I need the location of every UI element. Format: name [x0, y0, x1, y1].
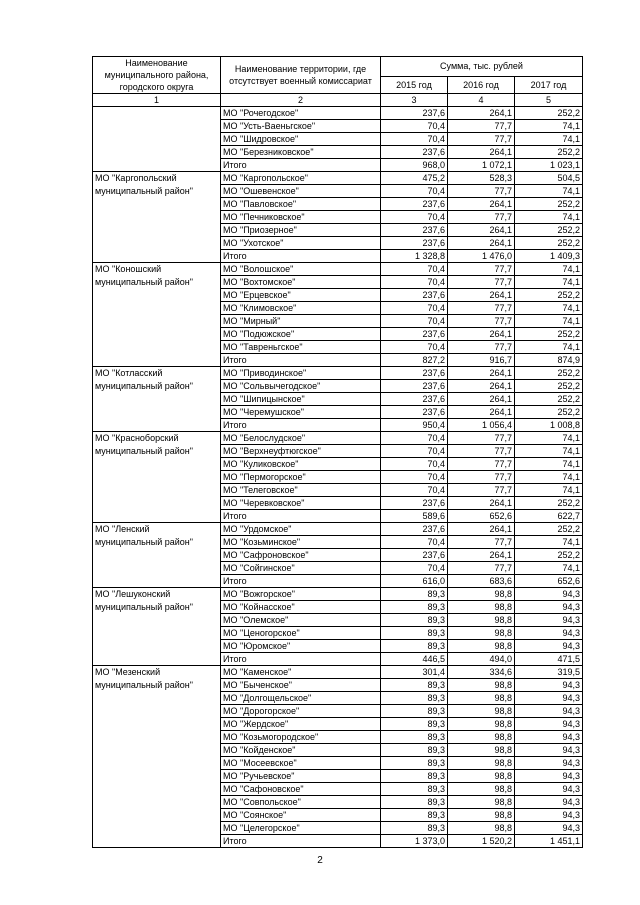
value-2015: 237,6 [381, 380, 448, 393]
value-2017: 252,2 [515, 406, 583, 419]
value-2016: 264,1 [448, 393, 515, 406]
territory-cell: МО "Шипицынское" [221, 393, 381, 406]
header-district: Наименование муниципального района, городского округа [93, 57, 221, 94]
territory-cell: МО "Тавреньгское" [221, 341, 381, 354]
territory-cell: МО "Вохтомское" [221, 276, 381, 289]
value-2017: 252,2 [515, 393, 583, 406]
value-2016: 98,8 [448, 614, 515, 627]
value-2017: 74,1 [515, 432, 583, 445]
value-2016: 98,8 [448, 588, 515, 601]
total-2017: 1 451,1 [515, 835, 583, 848]
page-number: 2 [317, 855, 323, 866]
value-2016: 77,7 [448, 120, 515, 133]
value-2015: 89,3 [381, 783, 448, 796]
value-2015: 237,6 [381, 237, 448, 250]
value-2017: 94,3 [515, 601, 583, 614]
value-2015: 237,6 [381, 549, 448, 562]
value-2017: 94,3 [515, 718, 583, 731]
value-2017: 74,1 [515, 445, 583, 458]
value-2017: 74,1 [515, 276, 583, 289]
territory-cell: МО "Березниковское" [221, 146, 381, 159]
value-2016: 98,8 [448, 731, 515, 744]
value-2017: 252,2 [515, 380, 583, 393]
value-2015: 70,4 [381, 484, 448, 497]
value-2015: 237,6 [381, 393, 448, 406]
value-2016: 77,7 [448, 276, 515, 289]
territory-cell: МО "Койденское" [221, 744, 381, 757]
territory-cell: МО "Козьминское" [221, 536, 381, 549]
value-2017: 74,1 [515, 536, 583, 549]
district-name: МО "Мезенский муниципальный район" [93, 666, 221, 848]
total-2017: 874,9 [515, 354, 583, 367]
territory-cell: МО "Юромское" [221, 640, 381, 653]
territory-cell: МО "Ерцевское" [221, 289, 381, 302]
territory-cell: МО "Черевковское" [221, 497, 381, 510]
value-2016: 98,8 [448, 627, 515, 640]
value-2015: 70,4 [381, 302, 448, 315]
territory-cell: МО "Совпольское" [221, 796, 381, 809]
value-2017: 74,1 [515, 562, 583, 575]
value-2017: 94,3 [515, 705, 583, 718]
total-2017: 1 023,1 [515, 159, 583, 172]
territory-cell: МО "Олемское" [221, 614, 381, 627]
value-2017: 94,3 [515, 627, 583, 640]
table-row [93, 263, 583, 276]
territory-cell: МО "Мосеевское" [221, 757, 381, 770]
territory-cell: МО "Приозерное" [221, 224, 381, 237]
value-2015: 70,4 [381, 432, 448, 445]
territory-cell: МО "Быченское" [221, 679, 381, 692]
value-2017: 94,3 [515, 588, 583, 601]
table-row [93, 172, 583, 185]
value-2015: 89,3 [381, 679, 448, 692]
value-2015: 70,4 [381, 133, 448, 146]
value-2015: 237,6 [381, 289, 448, 302]
territory-cell: МО "Павловское" [221, 198, 381, 211]
header-year-2015: 2015 год [381, 76, 448, 93]
total-label: Итого [221, 159, 381, 172]
value-2016: 77,7 [448, 445, 515, 458]
value-2017: 94,3 [515, 809, 583, 822]
value-2016: 264,1 [448, 523, 515, 536]
value-2016: 98,8 [448, 718, 515, 731]
value-2016: 98,8 [448, 757, 515, 770]
total-2016: 1 520,2 [448, 835, 515, 848]
total-2016: 683,6 [448, 575, 515, 588]
value-2015: 237,6 [381, 497, 448, 510]
value-2017: 94,3 [515, 614, 583, 627]
value-2017: 74,1 [515, 211, 583, 224]
value-2016: 98,8 [448, 679, 515, 692]
territory-cell: МО "Климовское" [221, 302, 381, 315]
value-2015: 237,6 [381, 523, 448, 536]
territory-cell: МО "Ручьевское" [221, 770, 381, 783]
total-2017: 1 008,8 [515, 419, 583, 432]
value-2016: 98,8 [448, 601, 515, 614]
table-body [93, 107, 583, 848]
territory-cell: МО "Шидровское" [221, 133, 381, 146]
territory-cell: МО "Подюжское" [221, 328, 381, 341]
district-name [93, 107, 221, 172]
value-2017: 252,2 [515, 224, 583, 237]
value-2016: 264,1 [448, 328, 515, 341]
value-2016: 264,1 [448, 380, 515, 393]
total-2015: 1 328,8 [381, 250, 448, 263]
value-2017: 94,3 [515, 796, 583, 809]
value-2015: 70,4 [381, 276, 448, 289]
total-2015: 446,5 [381, 653, 448, 666]
value-2017: 94,3 [515, 744, 583, 757]
table-row [93, 666, 583, 679]
value-2017: 94,3 [515, 822, 583, 835]
value-2017: 74,1 [515, 263, 583, 276]
territory-cell: МО "Каменское" [221, 666, 381, 679]
value-2015: 89,3 [381, 770, 448, 783]
value-2016: 528,3 [448, 172, 515, 185]
value-2015: 70,4 [381, 211, 448, 224]
value-2017: 252,2 [515, 549, 583, 562]
value-2015: 237,6 [381, 367, 448, 380]
territory-cell: МО "Куликовское" [221, 458, 381, 471]
territory-cell: МО "Приводинское" [221, 367, 381, 380]
value-2017: 94,3 [515, 770, 583, 783]
territory-cell: МО "Пермогорское" [221, 471, 381, 484]
territory-cell: МО "Верхнеуфтюгское" [221, 445, 381, 458]
value-2015: 89,3 [381, 809, 448, 822]
total-label: Итого [221, 835, 381, 848]
value-2017: 319,5 [515, 666, 583, 679]
value-2016: 77,7 [448, 458, 515, 471]
value-2017: 252,2 [515, 523, 583, 536]
value-2017: 94,3 [515, 731, 583, 744]
territory-cell: МО "Ухотское" [221, 237, 381, 250]
value-2016: 77,7 [448, 536, 515, 549]
value-2016: 98,8 [448, 809, 515, 822]
territory-cell: МО "Ошевенское" [221, 185, 381, 198]
value-2016: 334,6 [448, 666, 515, 679]
value-2015: 89,3 [381, 744, 448, 757]
territory-cell: МО "Сафоновское" [221, 783, 381, 796]
value-2016: 77,7 [448, 185, 515, 198]
value-2016: 77,7 [448, 562, 515, 575]
col-number: 2 [221, 94, 381, 107]
value-2015: 89,3 [381, 718, 448, 731]
value-2015: 89,3 [381, 822, 448, 835]
total-label: Итого [221, 510, 381, 523]
value-2016: 98,8 [448, 783, 515, 796]
value-2016: 77,7 [448, 133, 515, 146]
value-2016: 98,8 [448, 640, 515, 653]
value-2015: 70,4 [381, 471, 448, 484]
territory-cell: МО "Вожгорское" [221, 588, 381, 601]
value-2016: 77,7 [448, 471, 515, 484]
territory-cell: МО "Телеговское" [221, 484, 381, 497]
total-2016: 916,7 [448, 354, 515, 367]
total-2016: 1 072,1 [448, 159, 515, 172]
header-territory: Наименование территории, где отсутствует военный комиссариат [221, 57, 381, 94]
value-2017: 252,2 [515, 237, 583, 250]
value-2017: 74,1 [515, 341, 583, 354]
value-2016: 264,1 [448, 237, 515, 250]
value-2016: 77,7 [448, 263, 515, 276]
value-2016: 264,1 [448, 406, 515, 419]
value-2015: 301,4 [381, 666, 448, 679]
district-name: МО "Котласский муниципальный район" [93, 367, 221, 432]
value-2015: 89,3 [381, 601, 448, 614]
table-row [93, 588, 583, 601]
value-2015: 237,6 [381, 406, 448, 419]
district-name: МО "Красноборский муниципальный район" [93, 432, 221, 523]
value-2016: 77,7 [448, 341, 515, 354]
territory-cell: МО "Ценогорское" [221, 627, 381, 640]
value-2016: 98,8 [448, 770, 515, 783]
territory-cell: МО "Целегорское" [221, 822, 381, 835]
total-2015: 616,0 [381, 575, 448, 588]
value-2016: 264,1 [448, 497, 515, 510]
value-2017: 94,3 [515, 692, 583, 705]
value-2016: 264,1 [448, 289, 515, 302]
value-2016: 264,1 [448, 549, 515, 562]
value-2017: 252,2 [515, 198, 583, 211]
total-2017: 622,7 [515, 510, 583, 523]
total-label: Итого [221, 250, 381, 263]
value-2017: 74,1 [515, 185, 583, 198]
value-2016: 264,1 [448, 224, 515, 237]
table-row [93, 432, 583, 445]
header-sum: Сумма, тыс. рублей [381, 57, 583, 77]
value-2016: 77,7 [448, 432, 515, 445]
value-2015: 89,3 [381, 705, 448, 718]
value-2016: 264,1 [448, 107, 515, 120]
value-2015: 70,4 [381, 185, 448, 198]
table-row [93, 367, 583, 380]
value-2016: 77,7 [448, 315, 515, 328]
total-label: Итого [221, 354, 381, 367]
value-2015: 70,4 [381, 315, 448, 328]
district-name: МО "Лешуконский муниципальный район" [93, 588, 221, 666]
territory-cell: МО "Черемушское" [221, 406, 381, 419]
district-name: МО "Ленский муниципальный район" [93, 523, 221, 588]
value-2015: 89,3 [381, 692, 448, 705]
territory-cell: МО "Каргопольское" [221, 172, 381, 185]
value-2015: 89,3 [381, 627, 448, 640]
district-name: МО "Каргопольский муниципальный район" [93, 172, 221, 263]
value-2017: 74,1 [515, 120, 583, 133]
value-2015: 475,2 [381, 172, 448, 185]
value-2016: 77,7 [448, 211, 515, 224]
territory-cell: МО "Койнасское" [221, 601, 381, 614]
value-2016: 77,7 [448, 484, 515, 497]
total-2015: 1 373,0 [381, 835, 448, 848]
value-2017: 74,1 [515, 315, 583, 328]
budget-table [92, 56, 583, 848]
territory-cell: МО "Долгощельское" [221, 692, 381, 705]
value-2015: 237,6 [381, 198, 448, 211]
total-label: Итого [221, 653, 381, 666]
territory-cell: МО "Соянское" [221, 809, 381, 822]
value-2015: 89,3 [381, 796, 448, 809]
col-number: 4 [448, 94, 515, 107]
value-2017: 252,2 [515, 107, 583, 120]
total-2017: 471,5 [515, 653, 583, 666]
value-2017: 74,1 [515, 471, 583, 484]
territory-cell: МО "Усть-Ваеньгское" [221, 120, 381, 133]
territory-cell: МО "Дорогорское" [221, 705, 381, 718]
value-2015: 89,3 [381, 588, 448, 601]
territory-cell: МО "Сафроновское" [221, 549, 381, 562]
total-2016: 1 476,0 [448, 250, 515, 263]
value-2015: 89,3 [381, 614, 448, 627]
total-2016: 652,6 [448, 510, 515, 523]
value-2017: 74,1 [515, 302, 583, 315]
value-2017: 252,2 [515, 328, 583, 341]
value-2015: 89,3 [381, 640, 448, 653]
value-2015: 70,4 [381, 341, 448, 354]
value-2017: 252,2 [515, 497, 583, 510]
value-2017: 252,2 [515, 289, 583, 302]
total-2016: 1 056,4 [448, 419, 515, 432]
value-2016: 98,8 [448, 744, 515, 757]
col-number: 5 [515, 94, 583, 107]
value-2017: 74,1 [515, 484, 583, 497]
value-2015: 237,6 [381, 328, 448, 341]
territory-cell: МО "Белослудское" [221, 432, 381, 445]
value-2016: 264,1 [448, 367, 515, 380]
value-2015: 70,4 [381, 458, 448, 471]
value-2016: 98,8 [448, 796, 515, 809]
value-2015: 89,3 [381, 731, 448, 744]
value-2015: 70,4 [381, 445, 448, 458]
total-label: Итого [221, 575, 381, 588]
table-row [93, 107, 583, 120]
value-2016: 98,8 [448, 705, 515, 718]
value-2017: 252,2 [515, 146, 583, 159]
territory-cell: МО "Рочегодское" [221, 107, 381, 120]
total-2015: 968,0 [381, 159, 448, 172]
value-2016: 77,7 [448, 302, 515, 315]
value-2015: 70,4 [381, 562, 448, 575]
value-2015: 237,6 [381, 224, 448, 237]
territory-cell: МО "Печниковское" [221, 211, 381, 224]
territory-cell: МО "Сойгинское" [221, 562, 381, 575]
header-year-2016: 2016 год [448, 76, 515, 93]
header-year-2017: 2017 год [515, 76, 583, 93]
territory-cell: МО "Жердское" [221, 718, 381, 731]
territory-cell: МО "Урдомское" [221, 523, 381, 536]
value-2015: 237,6 [381, 107, 448, 120]
district-name: МО "Коношский муниципальный район" [93, 263, 221, 367]
total-2017: 1 409,3 [515, 250, 583, 263]
value-2017: 94,3 [515, 640, 583, 653]
territory-cell: МО "Сольвычегодское" [221, 380, 381, 393]
total-2017: 652,6 [515, 575, 583, 588]
value-2017: 74,1 [515, 458, 583, 471]
territory-cell: МО "Мирный" [221, 315, 381, 328]
col-number: 3 [381, 94, 448, 107]
total-label: Итого [221, 419, 381, 432]
total-2016: 494,0 [448, 653, 515, 666]
value-2015: 89,3 [381, 757, 448, 770]
value-2017: 94,3 [515, 679, 583, 692]
value-2016: 264,1 [448, 146, 515, 159]
value-2016: 98,8 [448, 692, 515, 705]
total-2015: 827,2 [381, 354, 448, 367]
table-row [93, 523, 583, 536]
territory-cell: МО "Козьмогородское" [221, 731, 381, 744]
col-number: 1 [93, 94, 221, 107]
value-2015: 70,4 [381, 263, 448, 276]
total-2015: 950,4 [381, 419, 448, 432]
value-2016: 264,1 [448, 198, 515, 211]
territory-cell: МО "Волошское" [221, 263, 381, 276]
value-2015: 237,6 [381, 146, 448, 159]
value-2017: 74,1 [515, 133, 583, 146]
value-2017: 252,2 [515, 367, 583, 380]
value-2017: 94,3 [515, 757, 583, 770]
total-2015: 589,6 [381, 510, 448, 523]
value-2017: 504,5 [515, 172, 583, 185]
value-2017: 94,3 [515, 783, 583, 796]
value-2015: 70,4 [381, 120, 448, 133]
value-2015: 70,4 [381, 536, 448, 549]
value-2016: 98,8 [448, 822, 515, 835]
